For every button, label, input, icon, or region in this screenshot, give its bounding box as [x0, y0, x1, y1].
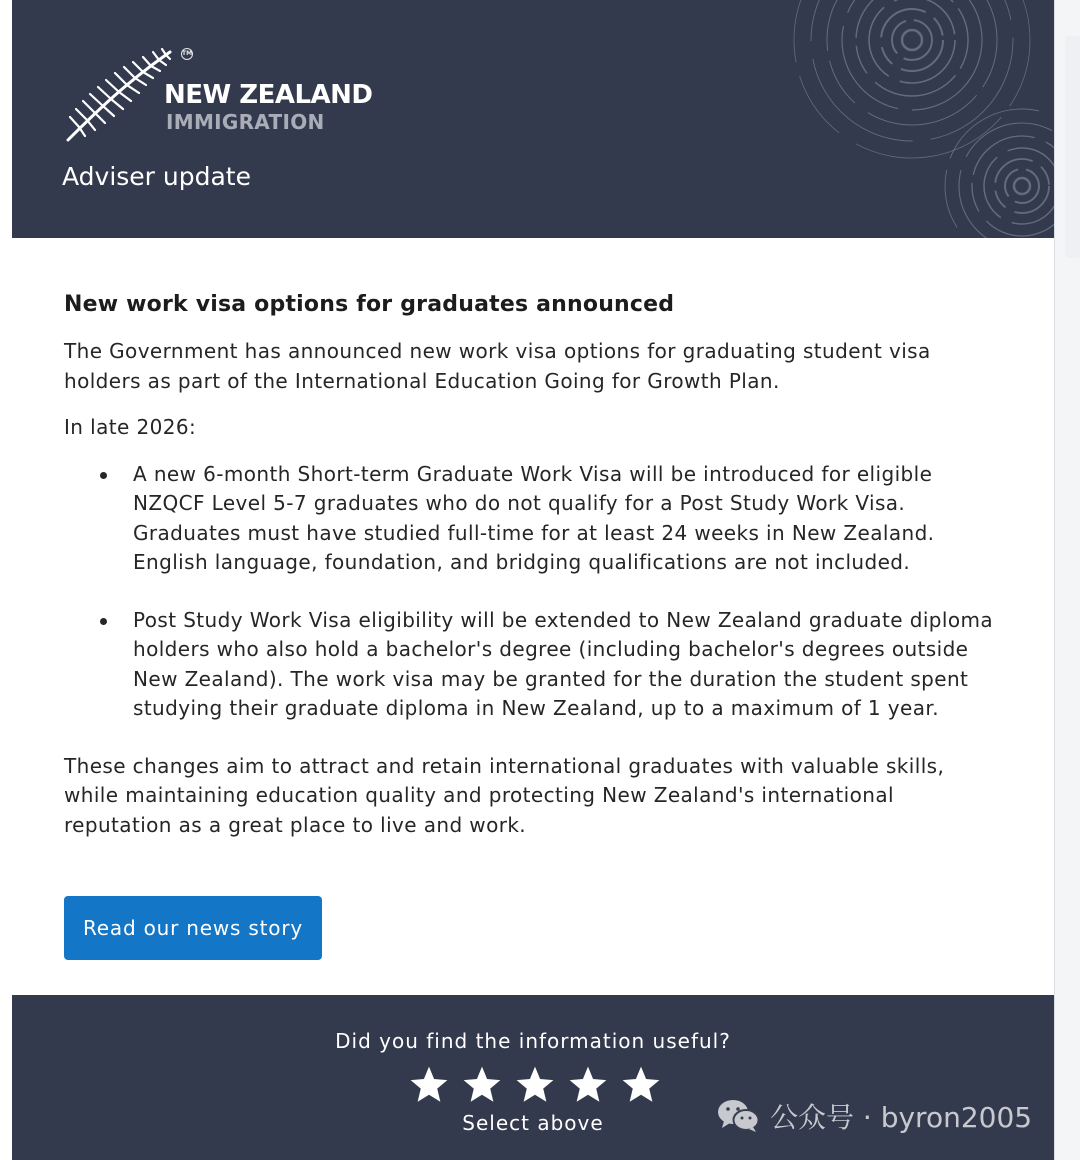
article-intro: The Government has announced new work visa options for graduating student visa holders as part of the International Education Going for Growth Plan.: [64, 339, 931, 393]
window-right-edge: [1054, 0, 1080, 1160]
bullet-icon: [100, 472, 107, 479]
star-icon[interactable]: [567, 1064, 609, 1106]
logo-wordmark-secondary: IMMIGRATION: [166, 110, 325, 134]
wechat-icon: [716, 1098, 760, 1134]
list-item: [64, 606, 999, 724]
email-header: [12, 0, 1054, 238]
scrollbar-track[interactable]: [1065, 36, 1080, 258]
star-icon[interactable]: [408, 1064, 450, 1106]
star-rating-caption: Select above: [462, 1111, 604, 1135]
list-item-text: A new 6-month Short-term Graduate Work Visa will be introduced for eligible NZQCF Level 5-7 graduates who do not qualify for a Post Study Work Visa. Graduates must have studied full-time for at least 24 weeks in New Zealand. English language, foundation, and bridging qualifications are not included.: [133, 461, 935, 574]
list-item-text: Post Study Work Visa eligibility will be extended to New Zealand graduate diploma holders who also hold a bachelor's degree (including bachelor's degrees outside New Zealand). The work visa may be granted for the duration the student spent studying their graduate diploma in New Zealand, up to a maximum of 1 year.: [133, 607, 994, 720]
read-news-story-button[interactable]: Read our news story: [64, 896, 322, 960]
logo-wordmark-primary: NEW ZEALAND: [164, 80, 373, 110]
star-icon[interactable]: [461, 1064, 503, 1106]
article-headline: New work visa options for graduates announced: [64, 292, 675, 317]
bullet-icon: [100, 618, 107, 625]
feedback-question: Did you find the information useful?: [335, 1029, 731, 1053]
wechat-watermark: [716, 1092, 1032, 1140]
silver-fern-icon: [62, 46, 176, 142]
star-rating: [408, 1064, 662, 1106]
fingerprint-rings-decoration: [772, 0, 1054, 238]
article-bullet-list: [64, 460, 999, 724]
star-icon[interactable]: [620, 1064, 662, 1106]
article-closing: These changes aim to attract and retain international graduates with valuable skills, while maintaining education quality and protecting New Zealand's international reputation as a great place to live and work.: [64, 753, 945, 837]
article-lead-in: In late 2026:: [64, 415, 197, 439]
list-item: [64, 460, 999, 578]
watermark-text: 公众号 · byron2005: [770, 1101, 1033, 1134]
article-body: [64, 288, 999, 857]
star-icon[interactable]: [514, 1064, 556, 1106]
header-subtitle: Adviser update: [62, 162, 251, 191]
nz-immigration-logo: [62, 46, 382, 142]
trademark-icon: TM: [181, 48, 193, 60]
